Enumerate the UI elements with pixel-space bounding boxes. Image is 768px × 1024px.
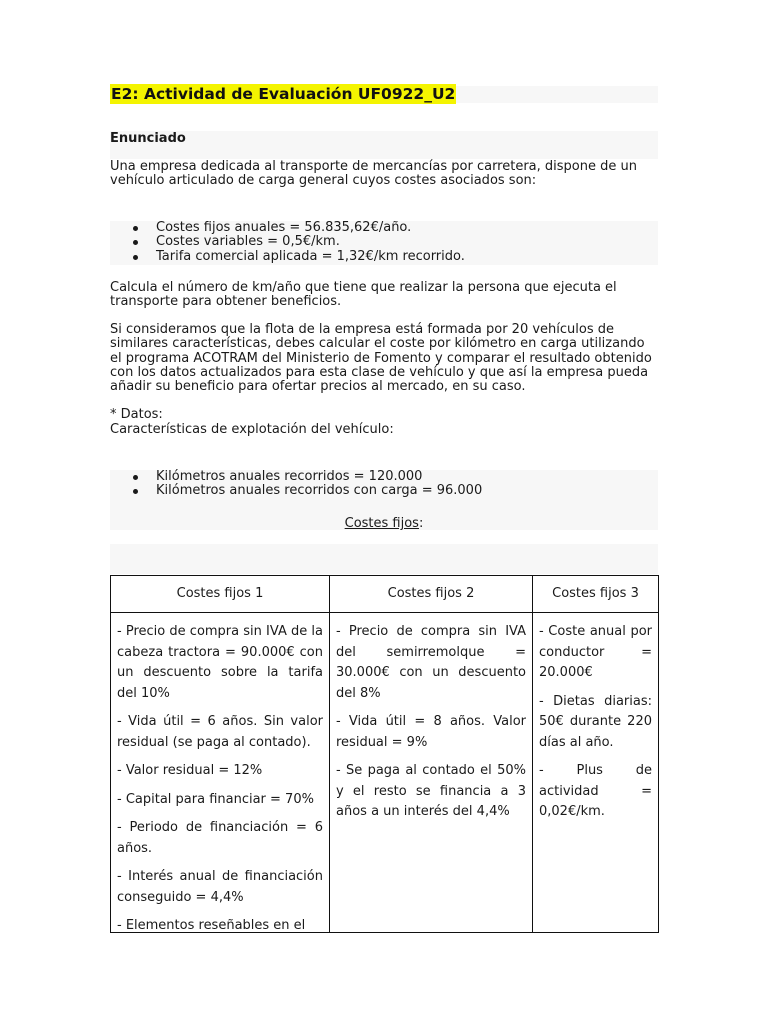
table-cell-costes-fijos-3 (533, 613, 659, 933)
table-header-cell: Costes fijos 2 (330, 576, 533, 613)
cell-paragraph: - Vida útil = 8 años. Valor residual = 9% (336, 714, 526, 750)
cell-paragraph: - Periodo de financiación = 6 años. (117, 820, 323, 856)
cell-paragraph: - Precio de compra sin IVA de la cabeza tractora = 90.000€ con un descuento sobre la tarifa del 10% (117, 624, 323, 701)
table-cell-costes-fijos-2 (330, 613, 533, 933)
cell-paragraph: - Plus de actividad = 0,02€/km. (539, 763, 652, 819)
question-1: Calcula el número de km/año que tiene que realizar la persona que ejecuta el transporte para obtener beneficios. (110, 280, 617, 310)
table-top-band (110, 544, 658, 574)
cell-paragraph: - Valor residual = 12% (117, 763, 263, 778)
cell-paragraph: - Coste anual por conductor = 20.000€ (539, 624, 652, 680)
km-list (110, 470, 482, 499)
section-heading: Enunciado (110, 131, 186, 146)
list-item: Kilómetros anuales recorridos con carga = 96.000 (110, 484, 482, 498)
cost-list (110, 221, 465, 264)
table-header-cell: Costes fijos 1 (111, 576, 330, 613)
cell-paragraph: - Capital para financiar = 70% (117, 791, 314, 807)
cell-paragraph: - Dietas diarias: 50€ durante 220 días al año. (539, 693, 652, 750)
list-item: Kilómetros anuales recorridos = 120.000 (110, 470, 482, 484)
table-cell-costes-fijos-1 (111, 613, 330, 933)
vehicle-label: Características de explotación del vehículo: (110, 422, 394, 437)
list-item: Costes fijos anuales = 56.835,62€/año. (110, 221, 465, 235)
cell-paragraph: - Se paga al contado el 50% y el resto se financia a 3 años a un interés del 4,4% (336, 763, 526, 819)
heading-band (110, 131, 658, 159)
fixed-costs-table (110, 575, 659, 933)
document-title: E2: Actividad de Evaluación UF0922_U2 (111, 85, 456, 103)
caption-colon: : (418, 516, 424, 531)
question-2: Si consideramos que la flota de la empresa está formada por 20 vehículos de similares características, debes calcular el coste por kilómetro en carga utilizando el programa ACOTRAM del Ministerio de Fomento y comparar el resultado obtenido con los datos actualizados para esta clase de vehículo y que así la empresa pueda añadir su beneficio para ofertar precios al mercado, en su caso. (110, 322, 652, 395)
cell-paragraph: - Precio de compra sin IVA del semirremolque = 30.000€ con un descuento del 8% (336, 624, 526, 701)
data-label: * Datos: (110, 407, 163, 422)
cell-paragraph: - Interés anual de financiación conseguido = 4,4% (117, 869, 323, 905)
table-row (111, 613, 659, 933)
cell-paragraph: - Elementos reseñables en el (117, 918, 306, 932)
fixed-costs-caption (110, 516, 658, 531)
table-header-row (111, 576, 659, 613)
list-item: Tarifa comercial aplicada = 1,32€/km recorrido. (110, 250, 465, 264)
list-item: Costes variables = 0,5€/km. (110, 235, 465, 249)
cell-paragraph: - Vida útil = 6 años. Sin valor residual (se paga al contado). (117, 714, 323, 750)
table-header-cell: Costes fijos 3 (533, 576, 659, 613)
intro-paragraph: Una empresa dedicada al transporte de mercancías por carretera, dispone de un vehículo articulado de carga general cuyos costes asociados son: (110, 159, 637, 189)
fixed-costs-caption-text: Costes fijos (344, 516, 419, 531)
